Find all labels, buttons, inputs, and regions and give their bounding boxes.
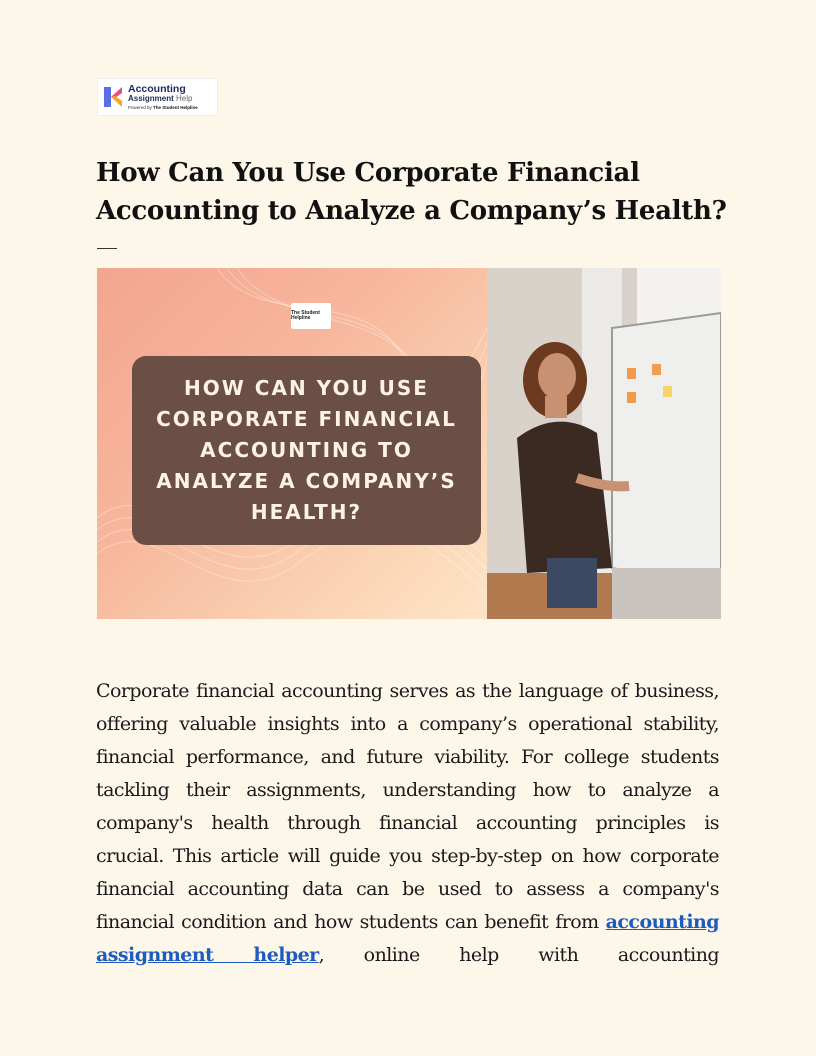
page-title: How Can You Use Corporate Financial Accounting to Analyze a Company’s Health?	[96, 158, 727, 226]
logo-subtitle: Assignment Help	[128, 94, 193, 103]
hero-banner-background	[97, 268, 487, 619]
hero-banner-text: HOW CAN YOU USE CORPORATE FINANCIAL ACCOUNTING TO ANALYZE A COMPANY’S HEALTH?	[156, 376, 457, 524]
logo-title: Accounting	[128, 82, 186, 95]
logo-mark-icon	[102, 85, 124, 109]
hero-photo	[487, 268, 721, 619]
woman-at-whiteboard-illustration	[487, 268, 721, 619]
site-logo[interactable]	[97, 78, 218, 116]
intro-paragraph: Corporate financial accounting serves as the language of business, offering valuable insights into a company’s operational stability, financial performance, and future viability. For college students tackling their assignments, understanding how to analyze a company's health through financial accounting principles is crucial. This article will guide you step-by-step on how corporate financial accounting data can be used to assess a company's financial condition and how students can benefit from accounting assignment helper, online help with accounting	[96, 680, 720, 966]
logo-powered-by: Powered by The Student Helpline	[128, 105, 198, 110]
accounting-assignment-helper-link[interactable]: accounting assignment helper	[96, 911, 719, 966]
hero-image	[97, 268, 721, 619]
title-divider	[97, 248, 117, 249]
hero-mini-logo: The Student Helpline	[291, 303, 331, 329]
hero-banner-box	[132, 356, 481, 545]
